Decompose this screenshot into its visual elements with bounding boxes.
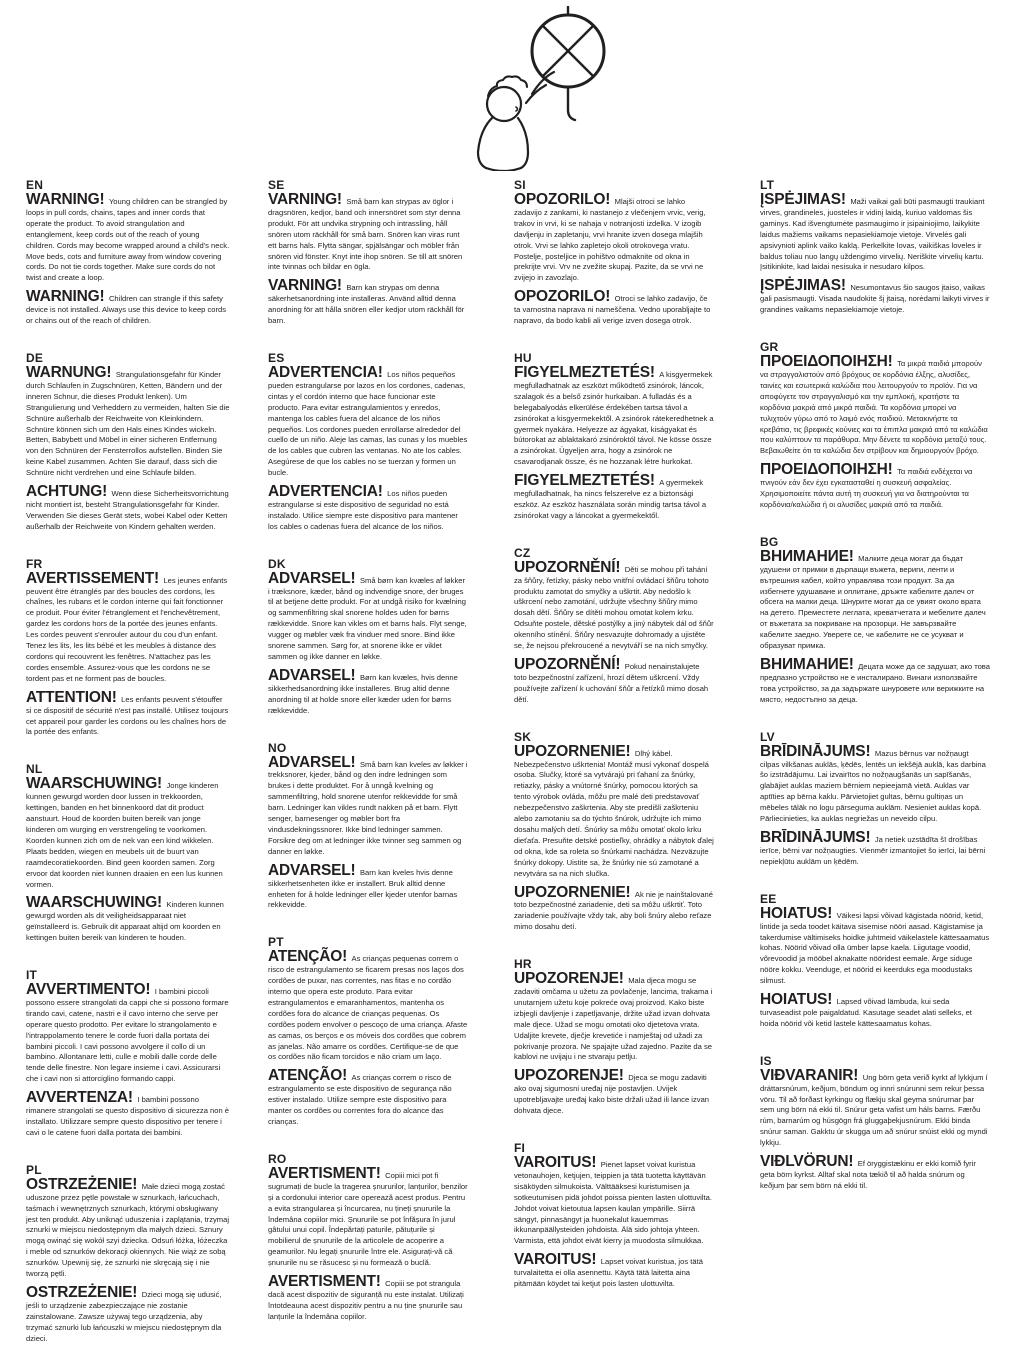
language-code: NO: [268, 740, 287, 755]
language-section-no: [268, 741, 468, 911]
warning-keyword: HOIATUS!: [760, 904, 833, 922]
warning-keyword: ΠΡΟΕΙΔΟΠΟΙΗΣΗ!: [760, 461, 893, 479]
warning-text: Mala djeca mogu se zadaviti omčama u užetu za povlačenje, lancima, trakama i unutarnjem užetu koje pokreće ovaj proizvod. Kako biste izbjegli davljenje i zapetljavanje, držite užad izvan dohvata male djece. Užad se mogu omotati oko djetetova vrata. Udaljite krevete, dječje krevetiće i namještaj od užadi za pokrivanje prozora. Ne spajajte užad zajedno. Pazite da se kablovi ne uvijaju i ne stvaraju petlju.: [514, 976, 713, 1062]
warning-paragraph: [760, 1153, 990, 1191]
language-section-ee: [760, 892, 990, 1029]
warning-text: Young children can be strangled by loops in pull cords, chains, tapes and inner cords that operate the product. To avoid strangulation and entanglement, keep cords out of the reach of young children. Cords may become wrapped around a child's neck. Move beds, cots and furniture away from window covering cords. Do not tie cords together. Make sure cords do not twist and create a loop.: [26, 197, 230, 283]
warning-keyword: ВНИМАНИЕ!: [760, 547, 854, 565]
warning-keyword: UPOZORNĚNÍ!: [514, 656, 621, 673]
warning-paragraph: [268, 1273, 468, 1322]
language-section-nl: [26, 762, 230, 943]
language-section-dk: [268, 557, 468, 716]
warning-paragraph: [26, 363, 230, 478]
language-code: LT: [760, 178, 775, 192]
language-section-hu: [514, 351, 714, 521]
warning-paragraph: [760, 461, 990, 510]
language-section-si: [514, 178, 714, 326]
language-section-es: [268, 351, 468, 532]
warning-keyword: ADVERTENCIA!: [268, 363, 383, 381]
warning-paragraph: [26, 1089, 230, 1138]
language-section-bg: [760, 535, 990, 705]
warning-keyword: WAARSCHUWING!: [26, 894, 163, 912]
warning-keyword: BRĪDINĀJUMS!: [760, 828, 871, 846]
warning-text: Små barn kan strypas av öglor i dragsnören, kedjor, band och innersnöret som styr denna produkt. För att undvika strypning och intrassling, håll snören utom räckhåll för små barn. Snören kan viras runt ett barns hals. Flytta sängar, spjälsängar och möbler från snören vid fönster. Knyt inte ihop snören. Se till att snören inte tvinnas och bildar en ögla.: [268, 197, 463, 272]
warning-paragraph: [26, 569, 230, 684]
warning-paragraph: [268, 753, 468, 857]
language-code: HR: [514, 957, 532, 972]
language-section-se: [268, 178, 468, 326]
language-section-it: [26, 968, 230, 1138]
language-section-cz: [514, 546, 714, 705]
language-code: SE: [268, 178, 285, 192]
language-code: PL: [26, 1162, 42, 1177]
language-section-fr: [26, 557, 230, 738]
warning-keyword: ADVARSEL!: [268, 861, 356, 879]
warning-text: I bambini possono rimanere strangolati se questo dispositivo di sicurezza non è installato. Utilizzare sempre questo dispositivo per tenere i cavi o le catene fuori dalla portata dei bambini.: [26, 1095, 230, 1137]
warning-text: Children can strangle if this safety device is not installed. Always use this device to keep cords or chains out of the reach of children.: [26, 294, 227, 326]
warning-paragraph: [514, 1154, 714, 1246]
language-code: CZ: [514, 545, 531, 560]
language-code: GR: [760, 340, 779, 355]
warning-text: Otroci se lahko zadavijo, če ta varnostna naprava ni nameščena. Vedno uporabljajte to napravo, da bodo kabli ali verige izven dosega otrok.: [514, 294, 711, 326]
warning-paragraph: [268, 1164, 468, 1268]
language-section-lv: [760, 730, 990, 867]
warning-text: Τα παιδιά ενδέχεται να πνιγούν εάν δεν έχει εγκατασταθεί η συσκευή ασφαλείας. Χρησιμοποιείτε πάντα αυτή τη συσκευή για να διατηρούνται τα κορδόνια/καλώδια ή οι αλυσίδες μακριά από τα παιδιά.: [760, 467, 973, 509]
language-code: RO: [268, 1151, 287, 1166]
warning-text: Børn kan kvæles, hvis denne sikkerhedsanordning ikke installeres. Brug altid denne anordning til at holde snore eller kæder uden for børns rækkevidde.: [268, 672, 458, 715]
warning-keyword: ADVARSEL!: [268, 753, 356, 771]
warning-keyword: AVERTISSEMENT!: [26, 569, 159, 587]
warning-keyword: ATENÇÃO!: [268, 1067, 348, 1085]
warning-keyword: VIÐVARANIR!: [760, 1066, 859, 1084]
language-column: [268, 178, 468, 1347]
warning-text: Maži vaikai gali būti pasmaugti traukiant virves, grandineles, juosteles ir vidinį laidą, kuriuo valdomas šis gaminys. Kad išvengtumėte pasmaugimo ir įsipainiojimo, laikykite laidus mažiems vaikams nepasiekiamoje vietoje. Virvelės gali apsivynioti aplink vaiko kaklą. Perkelkite lovas, vaikiškas loveles ir baldus toliau nuo langų uždengimo virvelių. Neriškite virvelių kartu. Įsitikinkite, kad laidai nesisuka ir nesudaro kilpos.: [760, 197, 985, 272]
warning-keyword: VARNING!: [268, 277, 342, 295]
warning-text: Lapsed võivad lämbuda, kui seda turvaseadist pole paigaldatud. Kasutage seadet alati selleks, et hoida nöörid või ketid lastele kättesaamatus kohas.: [760, 997, 972, 1028]
warning-text: Copiii mici pot fi sugrumați de bucle la tragerea șnururilor, lanțurilor, benzilor și a cordonului interior care operează acest produs. Pentru a evita strangularea și încurcarea, nu țineți șnururile la îndemâna copiilor mici. Șnururile se pot înfășura în jurul gâtului unui copil. Îndepărtați paturile, pătuțurile și mobilierul de șnururile de la articolele de acoperire a geamurilor. Nu legați șnururile între ele. Asigurați-vă că șnururile nu se răsucesc și nu formează o buclă.: [268, 1170, 468, 1268]
language-code: NL: [26, 762, 43, 777]
warning-paragraph: [514, 191, 714, 283]
warning-paragraph: [26, 191, 230, 283]
warning-paragraph: [514, 558, 714, 651]
warning-paragraph: [514, 472, 714, 521]
warning-text: A kisgyermekek megfulladhatnak az eszközt működtető zsinórok, láncok, szalagok és a belső zsinór hurkaiban. A fulladás és a belegabalyodás elkerülése érdekében tartsa távol a zsinórokat a kisgyermekektől. A zsinórok rátekeredhetnek a gyermek nyakára. Helyezze az ágyakat, kiságyakat és bútorokat az ablaktakaró zsinóroktól távol. Ne kösse össze a zsinórokat. Ügyeljen arra, hogy a zsinórok ne csavarodjanak össze, és ne hozzanak létre hurkokat.: [514, 369, 714, 467]
warning-keyword: WAARSCHUWING!: [26, 775, 163, 793]
warning-keyword: AVVERTIMENTO!: [26, 981, 151, 999]
warning-keyword: HOIATUS!: [760, 991, 833, 1009]
language-section-hr: [514, 957, 714, 1116]
warning-text: Wenn diese Sicherheitsvorrichtung nicht montiert ist, besteht Strangulationsgefahr für Kinder. Verwenden Sie dieses Gerät stets, wobei Kabel oder Ketten außerhalb der Reichweite von Kindern gehalten werden.: [26, 489, 229, 531]
warning-paragraph: [514, 656, 714, 705]
warning-text: Děti se mohou při tahání za šňůry, řetízky, pásky nebo vnitřní ovládací šňůru tohoto produktu zamotat do smyčky a uškrtit. Aby nedošlo k uškrcení nebo zamotání, udržujte všechny šňůry mimo dosah dětí. Šňůry se dítěti mohou omotat kolem krku. Odsuňte postele, dětské postýlky a jiný nábytek dál od šňůr okenního stínění. Šňůry nesvazujte dohromady a ujistěte se, že nejsou překroucené a nevytváří se na nich smyčky.: [514, 564, 714, 651]
language-column: [26, 178, 230, 1369]
warning-text: A gyermekek megfulladhatnak, ha nincs felszerelve ez a biztonsági eszköz. Az eszköz használata során mindig tartsa távol a zsinórokat vagy a láncokat a gyermekektől.: [514, 478, 707, 520]
warning-keyword: UPOZORNENIE!: [514, 742, 631, 760]
warning-keyword: BRĪDINĀJUMS!: [760, 742, 871, 760]
warning-keyword: AVERTISMENT!: [268, 1164, 381, 1182]
warning-keyword: ATTENTION!: [26, 688, 117, 706]
warning-text: Barn kan kveles hvis denne sikkerhetsenheten ikke er installert. Bruk alltid denne enheten for å holde ledninger eller kjeder utenfor barnas rekkevidde.: [268, 867, 458, 910]
language-code: DE: [26, 350, 44, 365]
warning-text: Mlajši otroci se lahko zadavijo z zankami, ki nastanejo z vlečenjem vrvic, verig, trakov in vrvi, ki se nahaja v notranjosti izdelka. V izogib davljenju in zapletanju, vrvi hranite izven dosega mlajših otrok. Vrvi se lahko zapletejo okoli otrokovega vratu. Postelje, posteljice in pohištvo odmaknite od okna in prekrijte vrvi. Vrv ne zvežite skupaj. Pazite, da se vrvi ne zvijejo in zavozlajo.: [514, 197, 706, 283]
warning-paragraph: [26, 775, 230, 889]
warning-keyword: ACHTUNG!: [26, 483, 108, 501]
warning-text: Nesumontavus šio saugos įtaiso, vaikas gali pasismaugti. Visada naudokite šį įtaisą, norėdami laikyti virves ir grandines vaikams nepasiekiamoje vietoje.: [760, 283, 990, 315]
warning-keyword: WARNING!: [26, 191, 105, 208]
warning-paragraph: [760, 742, 990, 824]
language-code: ES: [268, 350, 285, 365]
warning-text: Ef öryggistækinu er ekki komið fyrir geta börn kyrkst. Alltaf skal nota tækið til að halda snúrum og keðjum þar sem börn ná ekki til.: [760, 1159, 976, 1190]
warning-keyword: ADVARSEL!: [268, 569, 356, 587]
warning-text: Mazus bērnus var nožņaugt cilpas vilkšanas auklās, ķēdēs, lentēs un iekšējā auklā, kas darbina šo izstrādājumu. Lai izvairītos no nožņaugšanās un sapīšanās, glabājiet auklas maziem bērniem nepieejamā vietā. Auklas var aptīties ap bērna kaklu. Pārvietojiet gultas, bērnu gultiņas un mēbeles tālāk no logu pārseguma auklām. Nesieniet auklas kopā. Pārliecinieties, ka auklas negriežas un neveido cilpu.: [760, 748, 986, 824]
warning-paragraph: [26, 288, 230, 326]
warning-text: Les enfants peuvent s'étouffer si ce dispositif de sécurité n'est pas installé. Utilisez toujours cet appareil pour garder les cordons ou les chaînes hors de la portée des enfants.: [26, 694, 229, 737]
warning-text: Små barn kan kveles av løkker i trekksnorer, kjeder, bånd og den indre ledningen som brukes i dette produktet. For å unngå kvelning og sammenfiltring, hold snorene utenfor rekkevidde for små barn. Ledninger kan vikles rundt nakken på et barn. Flytt senger, barnesenger og møbler bort fra vindusdekningssnorer. Ikke bind ledninger sammen. Forsikre deg om at ledninger ikke tvinner seg sammen og danner en løkke.: [268, 759, 468, 856]
warning-paragraph: [514, 363, 714, 467]
warning-keyword: FIGYELMEZTETÉS!: [514, 363, 655, 381]
warning-text: As crianças pequenas correm o risco de estrangulamento se ficarem presas nos laços dos cordões de puxar, nas correntes, nas fitas e no cordão interno que opera este produto. Para evitar estrangulamentos e emaranhamentos, mantenha os cordões fora do alcance de crianças pequenas. Os cordões podem envolver o pescoço de uma criança. Afaste as camas, os berços e os móveis dos cordões que cobrem as janelas. Não amarre os cordões. Certifique-se de que os cordões não ficam torcidos e não criam um laço.: [268, 954, 468, 1062]
warning-paragraph: [760, 191, 990, 272]
warning-text: Dzieci mogą się udusić, jeśli to urządzenie zabezpieczające nie zostanie zainstalowane. Zawsze używaj tego urządzenia, aby trzymać sznurki lub łańcuszki w miejscu niedostępnym dla dzieci.: [26, 1289, 222, 1343]
warning-text: Pokud nenainstalujete toto bezpečnostní zařízení, hrozí dětem uškrcení. Vždy používejte zařízení k uchování šňůr a řetízků mimo dosah dětí.: [514, 662, 709, 704]
warning-text: Djeca se mogu zadaviti ako ovaj sigurnosni uređaj nije postavljen. Uvijek upotrebljavajte uređaj kako biste držali užad ili lance izvan dohvata djece.: [514, 1073, 710, 1116]
language-section-gr: [760, 340, 990, 510]
warning-text: Dlhý kábel. Nebezpečenstvo uškrtenia! Montáž musí vykonať dospelá osoba. Slučky, ktoré sa vytvárajú pri ťahaní za šnúrky, retiazky, pásky a vnútorné šnúrky, pomocou ktorých sa tento výrobok ovláda, môžu pre malé deti predstavovať nebezpečenstvo zaškrtenia. Aby ste predišli zaškrteniu alebo zamotaniu sa do týchto šnúrok, udržujte ich mimo dosahu malých detí. Šnúrky sa môžu omotať okolo krku dieťaťa. Presuňte detské postieľky, ohrádky a nábytok ďalej od okna, kde sa roleta so šnúrkami nachádza. Nezväzujte šnúrky dokopy. Uistite sa, že šnúrky nie sú zamotané a nevytvára sa na nich slučka.: [514, 748, 714, 878]
language-code: PT: [268, 935, 284, 950]
language-code: SI: [514, 178, 526, 192]
language-code: SK: [514, 729, 532, 744]
warning-keyword: VAROITUS!: [514, 1154, 597, 1171]
warning-keyword: WARNUNG!: [26, 363, 112, 381]
warning-paragraph: [268, 569, 468, 662]
warning-keyword: AVERTISMENT!: [268, 1273, 381, 1291]
language-code: IT: [26, 968, 38, 983]
warning-keyword: UPOZORNĚNÍ!: [514, 558, 621, 576]
warning-keyword: ΠΡΟΕΙΔΟΠΟΙΗΣΗ!: [760, 353, 893, 371]
warning-text: As crianças correm o risco de estrangulamento se este dispositivo de segurança não estiver instalado. Utilize sempre este dispositivo para manter os cordões ou correntes fora do alcance das crianças.: [268, 1073, 452, 1126]
warning-text: Малките деца могат да бъдат удушени от примки в дърпащи въжета, вериги, ленти и вътрешния кабел, който управлява този продукт. За да избегнете удушаване и оплитане, дръжте кабелите далеч от обсега на малки деца. Шнурите могат да се увият около врата на детето. Преместете леглата, креватчетата и мебелите далеч от въжетата за покриване на прозорци. Не завързвайте кабелите заедно. Уверете се, че кабелите не се усукват и образуват примка.: [760, 553, 986, 651]
warning-keyword: VARNING!: [268, 191, 342, 208]
safety-illustration: [420, 6, 635, 171]
warning-paragraph: [514, 970, 714, 1062]
warning-keyword: OPOZORILO!: [514, 191, 611, 208]
warning-keyword: ĮSPĖJIMAS!: [760, 277, 846, 295]
warning-paragraph: [26, 894, 230, 943]
warning-keyword: ADVERTENCIA!: [268, 483, 383, 501]
warning-paragraph: [26, 1283, 230, 1344]
warning-keyword: ATENÇÃO!: [268, 948, 348, 966]
warning-text: Ja netiek uzstādīta šī drošības ierīce, bērni var nožņaugties. Vienmēr izmantojiet šo ierīci, lai bērni nepiekļūtu auklām un ķēdēm.: [760, 834, 986, 866]
warning-text: Lapset voivat kuristua, jos tätä turvalaitetta ei olla asennettu. Käytä tätä laitetta aina pitämään köydet tai ketjut pois lasten ulottuvilta.: [514, 1257, 703, 1289]
language-section-is: [760, 1054, 990, 1191]
warning-text: Los niños pequeños pueden estrangularse por lazos en los cordones, cadenas, cintas y el cordón interno que hace funcionar este producto. Para evitar estrangulamientos y enredos, mantenga los cables fuera del alcance de los niños pequeños. Los cordones pueden enrollarse alrededor del cuello de un niño. Aleje las camas, las cunas y los muebles de los cables que cubren las ventanas. No ate los cables. Asegúrese de que los cables no se tuerzan y formen un bucle.: [268, 369, 468, 478]
language-code: HU: [514, 350, 532, 365]
language-code: BG: [760, 534, 779, 549]
warning-paragraph: [514, 742, 714, 879]
warning-keyword: OPOZORILO!: [514, 288, 611, 306]
warning-text: Ung börn geta verið kyrkt af lykkjum í dráttarsnúrum, keðjum, böndum og innri snúrunni sem rekur þessa vöru. Til að forðast kyrkingu og flækju skal geyma snúrurnar þar sem ung börn ná ekki til. Snúrur geta vafist um háls barns. Færðu rúm, barnarúm og húsgögn frá gluggaþekjusnúrum. Ekki binda snúrur saman. Gakktu úr skugga um að snúrur snúist ekki og myndi lykkju.: [760, 1072, 988, 1148]
language-code: IS: [760, 1053, 772, 1068]
warning-paragraph: [760, 277, 990, 315]
warning-keyword: UPOZORNENIE!: [514, 883, 631, 901]
warning-keyword: VAROITUS!: [514, 1251, 597, 1269]
warning-paragraph: [760, 828, 990, 867]
warning-keyword: ADVARSEL!: [268, 666, 356, 684]
language-section-sk: [514, 730, 714, 933]
warning-paragraph: [26, 981, 230, 1084]
language-section-pt: [268, 935, 468, 1127]
warning-paragraph: [760, 656, 990, 705]
warning-paragraph: [514, 1251, 714, 1289]
warning-text: Jonge kinderen kunnen gewurgd worden door lussen in trekkoorden, kettingen, banden en het binnenkoord dat dit product aanstuurt. Houd de koorden buiten bereik van jonge kinderen om wurging en verstrengeling te voorkomen. Koorden kunnen zich om de nek van een kind wikkelen. Plaats bedden, wiegen en meubels uit de buurt van raamdecoratiekoorden. Bind geen koorden samen. Zorg ervoor dat koorden niet kunnen draaien en een lus kunnen vormen.: [26, 781, 223, 889]
language-code: LV: [760, 729, 775, 744]
language-column: [760, 178, 990, 1216]
warning-paragraph: [760, 547, 990, 651]
warning-keyword: ВНИМАНИЕ!: [760, 656, 854, 673]
language-section-en: [26, 178, 230, 326]
language-section-de: [26, 351, 230, 532]
warning-text: Strangulationsgefahr für Kinder durch Schlaufen in Zugschnüren, Ketten, Bändern und der inneren Schnur, die dieses Produkt lenken). Um Strangulierung und Verheddern zu vermeiden, halten Sie die Schnüre außerhalb der Reichweite von Kleinkindern. Schnüre können sich um den Hals eines Kindes wickeln. Betten, Babybett und Möbel in einer sicheren Entfernung von den Schnüren der Fensterrollos aufstellen. Binden Sie keine Kabel zusammen. Achten Sie darauf, dass sich die Schnüre nicht verdrehen und eine Schlaufe bilden.: [26, 369, 230, 478]
warning-text: I bambini piccoli possono essere strangolati da cappi che si possono formare tirando cavi, catene, nastri e il cavo interno che serve per operare questo prodotto. Per evitare lo strangolamento e l'intrappolamento tenere le corde fuori dalla portata dei bambini piccoli. I cavi possono avvolgere il collo di un bambino. Allontanare letti, culle e mobili dalle corde delle tende delle finestre. Non legare insieme i cavi. Assicurarsi che i cavi non si attorciglino formando cappi.: [26, 987, 229, 1084]
warning-keyword: ĮSPĖJIMAS!: [760, 191, 846, 208]
language-code: EN: [26, 178, 44, 192]
warning-paragraph: [26, 1175, 230, 1279]
language-section-ro: [268, 1152, 468, 1322]
warning-paragraph: [268, 363, 468, 478]
warning-keyword: UPOZORENJE!: [514, 970, 624, 988]
warning-text: Copiii se pot strangula dacă acest dispozitiv de siguranță nu este instalat. Utilizați întotdeauna acest dispozitiv pentru a nu ține șnururile sau lanțurile la îndemâna copiilor.: [268, 1279, 464, 1321]
language-section-pl: [26, 1163, 230, 1344]
warning-paragraph: [268, 861, 468, 911]
warning-text: Kinderen kunnen gewurgd worden als dit veiligheidsapparaat niet geïnstalleerd is. Gebruik dit apparaat altijd om koorden en kettingen buiten bereik van kinderen te houden.: [26, 900, 224, 943]
warning-paragraph: [514, 1067, 714, 1116]
warning-paragraph: [514, 883, 714, 933]
warning-text: Ak nie je nainštalované toto bezpečnostné zariadenie, deti sa môžu uškrtiť. Toto zariadenie používajte vždy tak, aby boli šnúry alebo reťaze mimo dosahu detí.: [514, 889, 714, 932]
warning-text: Τα μικρά παιδιά μπορούν να στραγγαλιστούν από βρόχους σε κορδόνια έλξης, αλυσίδες, ταινίες και εσωτερικά καλώδια που λειτουργούν το προϊόν. Για να αποφύγετε τον στραγγαλισμό και την εμπλοκή, κρατήστε τα κορδόνια μακριά από μικρά παιδιά. Τα κορδόνια μπορεί να τυλιχτούν γύρω από το λαιμό ενός παιδιού. Μετακινήστε τα κρεβάτια, τις βρεφικές κούνιες και τα έπιπλα μακριά από τα καλώδια που καλύπτουν τα παράθυρα. Μην δένετε τα κορδόνια μεταξύ τους. Βεβαιωθείτε ότι τα καλώδια δεν στρίβουν και δημιουργούν βρόχο.: [760, 359, 988, 456]
warning-keyword: WARNING!: [26, 288, 105, 306]
warning-keyword: FIGYELMEZTETÉS!: [514, 472, 655, 490]
warning-keyword: OSTRZEŻENIE!: [26, 1283, 138, 1301]
warning-text: Децата може да се задушат, ако това предпазно устройство не е инсталирано. Винаги използвайте това устройство, за да задържате шнуровете или верижките на място, недостъпно за деца.: [760, 662, 990, 704]
warning-text: Małe dzieci mogą zostać uduszone przez pętle powstałe w sznurkach, łańcuchach, taśmach i wewnętrznych sznurkach, którymi obsługiwany jest ten produkt. Aby uniknąć uduszenia i zaplątania, trzymaj sznurki w miejscu niedostępnym dla małych dzieci. Sznury mogą owinąć się wokół szyi dziecka. Odsuń łóżka, łóżeczka i meble od sznurków dekoracji okiennych. Nie wiąż ze sobą sznurków. Upewnij się, że sznurki nie skręcają się i nie tworzą pętli.: [26, 1181, 230, 1279]
language-section-lt: [760, 178, 990, 315]
warning-paragraph: [26, 483, 230, 532]
warning-keyword: AVVERTENZA!: [26, 1089, 133, 1107]
language-code: DK: [268, 556, 286, 571]
warning-keyword: OSTRZEŻENIE!: [26, 1175, 138, 1193]
warning-paragraph: [26, 688, 230, 738]
warning-keyword: VIÐLVÖRUN!: [760, 1153, 854, 1171]
warning-paragraph: [268, 483, 468, 532]
language-code: FR: [26, 556, 43, 571]
warning-paragraph: [268, 666, 468, 716]
warning-text: Los niños pueden estrangularse si este dispositivo de seguridad no está instalado. Utilice siempre este dispositivo para mantener los cables o cadenas fuera del alcance de los niños.: [268, 489, 458, 531]
warning-paragraph: [268, 277, 468, 326]
warning-paragraph: [760, 1066, 990, 1148]
child-reaching-cord-loop-drawing: [420, 6, 635, 171]
language-code: EE: [760, 891, 777, 906]
language-column: [514, 178, 714, 1314]
warning-paragraph: [760, 353, 990, 456]
warning-keyword: UPOZORENJE!: [514, 1067, 624, 1085]
warning-paragraph: [760, 904, 990, 986]
warning-text: Pienet lapset voivat kuristua vetonauhojen, ketjujen, teippien ja tätä tuotetta käyttävän sisäköyden silmukoista. Välttääksesi kuristumisen ja sotkeutumisen pidä johdot poissa pienten lasten ulottuvilta. Johdot voivat kietoutua lapsen kaulan ympärille. Siirrä sängyt, pinnasängyt ja huonekalut kauemmas ikkunanpäällysteiden johdoista. Älä sido johtoja yhteen. Varmista, että johdot eivät kierry ja muodosta silmukkaa.: [514, 1160, 712, 1246]
language-section-fi: [514, 1141, 714, 1289]
warning-paragraph: [268, 948, 468, 1062]
warning-text: Väikesi lapsi võivad kägistada nöörid, ketid, lintide ja seda toodet käitava sisemise nööri aasad. Kägistamise ja takerdumise vältimiseks hoidke juhtmeid väikelastele kättesaamatus kohas. Nöörid võivad olla ümber lapse kaela. Liigutage voodid, võrevoodid ja mööbel aknakatte nööridest eemale. Ärge siduge nööre kokku. Veenduge, et nöörid ei keerduks ega moodustaks silmust.: [760, 910, 990, 986]
warning-text: Barn kan strypas om denna säkerhetsanordning inte installeras. Använd alltid denna anordning för att hålla snören eller kedjor utom räckhåll för barn.: [268, 283, 465, 326]
warning-text: Les jeunes enfants peuvent être étranglés par des boucles des cordons, les chaînes, les rubans et le cordon interne qui fait fonctionner ce produit. Pour éviter l'étranglement et l'enchevêtrement, gardez les cordons hors de la portée des jeunes enfants. Les cordes peuvent s'enrouler autour du cou d'un enfant. Tenez les lits, les lits bébé et les meubles à distance des cordons qui recouvrent les fenêtres. N'attachez pas les cordes ensemble. Assurez-vous que les cordons ne se tordent pas et ne forment pas de boucles.: [26, 575, 228, 683]
warning-paragraph: [268, 1067, 468, 1127]
warning-paragraph: [268, 191, 468, 272]
warning-paragraph: [514, 288, 714, 326]
warning-text: Små børn kan kvæles af løkker i træksnore, kæder, bånd og indvendige snore, der bruges til at betjene dette produkt. For at undgå risiko for kvælning og sammenfiltring skal snorene holdes uden for børns rækkevidde. Snore kan vikles om et barns hals. Flyt senge, vugger og møbler væk fra vinduer med snore. Bind ikke snorene sammen. Sørg for, at snorene ikke er viklet sammen og ikke danner en løkke.: [268, 575, 467, 661]
language-code: FI: [514, 1141, 526, 1155]
